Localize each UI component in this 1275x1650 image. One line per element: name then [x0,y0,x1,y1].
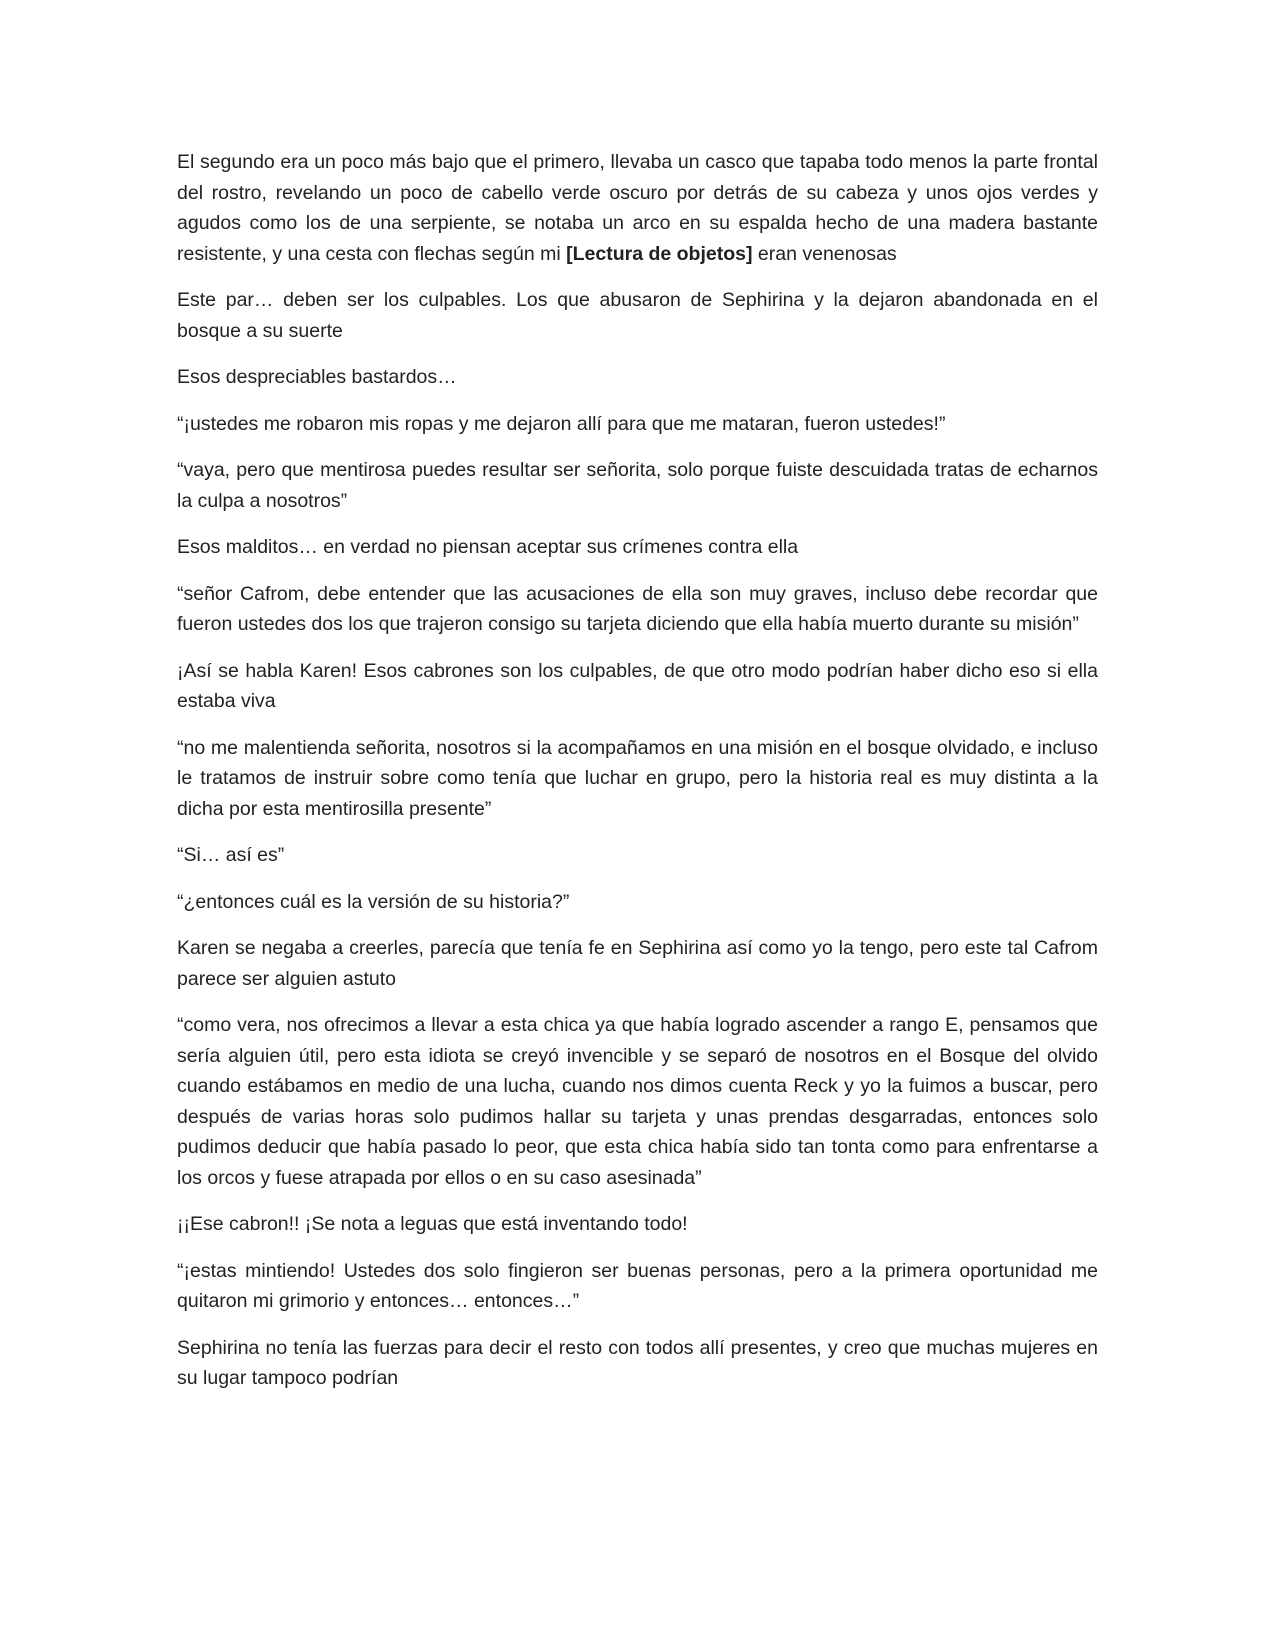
paragraph: “¿entonces cuál es la versión de su historia?” [177,890,570,913]
paragraph: Esos despreciables bastardos… [177,366,457,388]
paragraph-text: eran venenosas [752,242,897,265]
paragraph: “¡ustedes me robaron mis ropas y me dejaron allí para que me mataran, fueron ustedes!” [177,412,946,435]
paragraph: ¡Así se habla Karen! Esos cabrones son los culpables, de que otro modo podrían haber dicho eso si ella estaba viva [177,659,1098,712]
bold-term: [Lectura de objetos] [566,242,753,265]
paragraph: “vaya, pero que mentirosa puedes resultar ser señorita, solo porque fuiste descuidada tratas de echarnos la culpa a nosotros” [177,459,1098,512]
paragraph: Karen se negaba a creerles, parecía que tenía fe en Sephirina así como yo la tengo, pero este tal Cafrom parece ser alguien astuto [177,937,1098,990]
paragraph: Sephirina no tenía las fuerzas para decir el resto con todos allí presentes, y creo que muchas mujeres en su lugar tampoco podrían [177,1336,1098,1389]
paragraph: “como vera, nos ofrecimos a llevar a esta chica ya que había logrado ascender a rango E, pensamos que sería alguien útil, pero esta idiota se creyó invencible y se separó de nosotros en el Bosque del olvido cuando estábamos en medio de una lucha, cuando nos dimos cuenta Reck y yo la fuimos a buscar, pero después de varias horas solo pudimos hallar su tarjeta y unas prendas desgarradas, entonces solo pudimos deducir que había pasado lo peor, que esta chica había sido tan tonta como para enfrentarse a los orcos y fuese atrapada por ellos o en su caso asesinada” [177,1014,1098,1189]
paragraph: “señor Cafrom, debe entender que las acusaciones de ella son muy graves, incluso debe recordar que fueron ustedes dos los que trajeron consigo su tarjeta diciendo que ella había muerto durante su misión” [177,582,1098,635]
document-page [177,147,1098,1410]
paragraph: Este par… deben ser los culpables. Los que abusaron de Sephirina y la dejaron abandonada en el bosque a su suerte [177,289,1098,342]
paragraph: “no me malentienda señorita, nosotros si la acompañamos en una misión en el bosque olvidado, e incluso le tratamos de instruir sobre como tenía que luchar en grupo, pero la historia real es muy distinta a la dicha por esta mentirosilla presente” [177,736,1098,820]
paragraph: “¡estas mintiendo! Ustedes dos solo fingieron ser buenas personas, pero a la primera oportunidad me quitaron mi grimorio y entonces… entonces…” [177,1259,1098,1312]
paragraph: ¡¡Ese cabron!! ¡Se nota a leguas que está inventando todo! [177,1213,688,1235]
paragraph-text: El segundo era un poco más bajo que el primero, llevaba un casco que tapaba todo menos la parte frontal del rostro, revelando un poco de cabello verde oscuro por detrás de su cabeza y unos ojos verdes y agudos como los de una serpiente, se notaba un arco en su espalda hecho de una madera bastante resistente, y una cesta con flechas según mi [177,151,1098,265]
paragraph [177,147,1098,269]
paragraph: Esos malditos… en verdad no piensan aceptar sus crímenes contra ella [177,536,799,558]
paragraph: “Si… así es” [177,844,285,866]
